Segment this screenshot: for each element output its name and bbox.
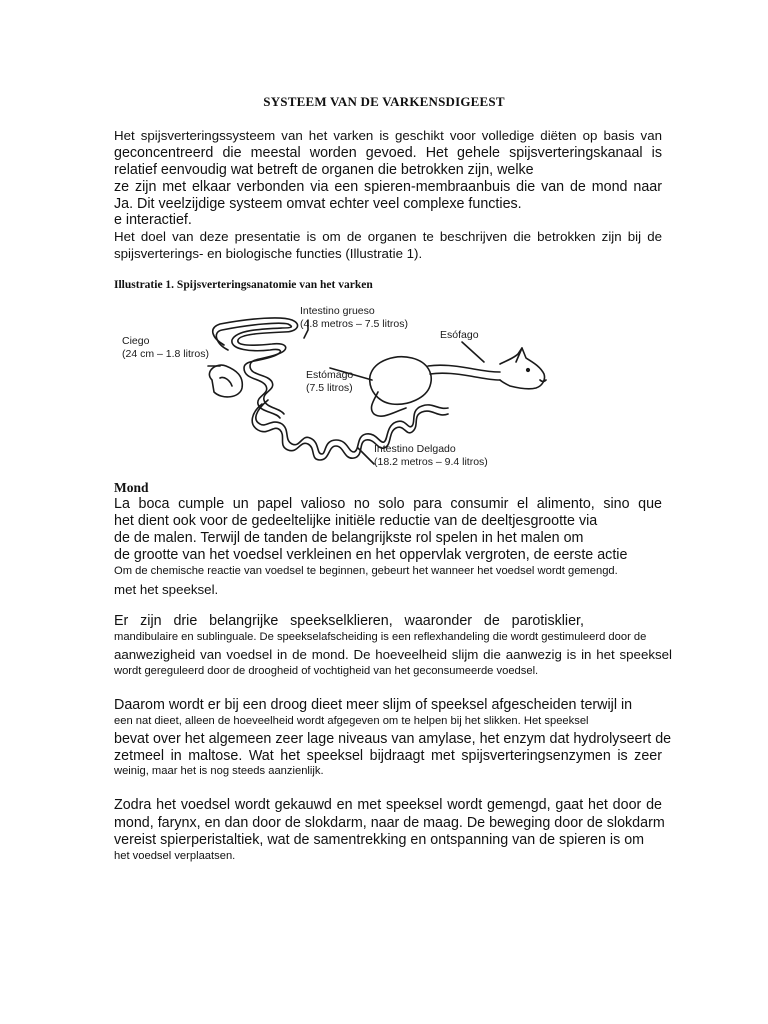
intro-line: spijsverterings- en biologische functies (Illustratie 1). xyxy=(114,246,423,261)
label-intestino-grueso-size: (4.8 metros – 7.5 litros) xyxy=(300,318,408,330)
body-line: La boca cumple un papel valioso no solo para consumir el alimento, sino que xyxy=(114,496,662,512)
body-line: het dient ook voor de gedeeltelijke initiële reductie van de deeltjesgrootte via xyxy=(114,513,598,529)
pig-head-drawing xyxy=(500,348,545,389)
body-line: bevat over het algemeen zeer lage niveaus van amylase, het enzym dat hydrolyseert de xyxy=(114,731,672,747)
intro-line: geconcentreerd die meestal worden gevoed. Het gehele spijsverteringskanaal is xyxy=(114,145,662,161)
section-heading-mond: Mond xyxy=(114,480,149,495)
intro-line: Het spijsverteringssysteem van het varken is geschikt voor volledige diëten op basis van xyxy=(114,128,662,143)
figure-caption: Illustratie 1. Spijsverteringsanatomie van het varken xyxy=(114,279,373,291)
intro-line: relatief eenvoudig wat betreft de organen die betrokken zijn, welke xyxy=(114,162,534,178)
intro-line: Het doel van deze presentatie is om de organen te beschrijven die betrokken zijn bij de xyxy=(114,229,662,244)
body-line: een nat dieet, alleen de hoeveelheid wordt afgegeven om te helpen bij het slikken. Het speeksel xyxy=(114,715,589,727)
cecum-drawing xyxy=(209,365,242,397)
body-line: Zodra het voedsel wordt gekauwd en met speeksel wordt gemengd, gaat het door de xyxy=(114,797,662,813)
body-line: vereist spierperistaltiek, wat de samentrekking en ontspanning van de spieren is om xyxy=(114,832,645,848)
label-ciego-size: (24 cm – 1.8 litros) xyxy=(122,348,209,360)
body-line: de de malen. Terwijl de tanden de belangrijkste rol spelen in het malen om xyxy=(114,530,584,546)
body-line: mandibulaire en sublinguale. De speekselafscheiding is een reflexhandeling die wordt gestimuleerd door de xyxy=(114,631,647,643)
label-estomago-size: (7.5 litros) xyxy=(306,382,353,394)
document-title: SYSTEEM VAN DE VARKENSDIGEEST xyxy=(263,94,505,109)
label-estomago: Estómago xyxy=(306,369,354,381)
body-line: Om de chemische reactie van voedsel te beginnen, gebeurt het wanneer het voedsel wordt gemengd. xyxy=(114,565,618,577)
body-line: Daarom wordt er bij een droog dieet meer slijm of speeksel afgescheiden terwijl in xyxy=(114,697,633,713)
body-line: zetmeel in maltose. Wat het speeksel bijdraagt met spijsverteringsenzymen is zeer xyxy=(114,748,662,764)
digestive-anatomy-figure xyxy=(112,300,552,475)
label-intestino-delgado-size: (18.2 metros – 9.4 litros) xyxy=(374,456,488,468)
body-line: mond, farynx, en dan door de slokdarm, naar de maag. De beweging door de slokdarm xyxy=(114,815,665,831)
body-line: de grootte van het voedsel verkleinen en het oppervlak vergroten, de eerste actie xyxy=(114,547,628,563)
esophagus-drawing xyxy=(428,365,500,372)
body-line: met het speeksel. xyxy=(114,582,219,597)
body-line: wordt gereguleerd door de droogheid of vochtigheid van het geconsumeerde voedsel. xyxy=(114,665,539,677)
label-intestino-delgado: Intestino Delgado xyxy=(374,443,456,455)
body-line: weinig, maar het is nog steeds aanzienlijk. xyxy=(114,765,324,777)
body-line: Er zijn drie belangrijke speekselklieren, waaronder de parotisklier, xyxy=(114,613,584,629)
intro-line: ze zijn met elkaar verbonden via een spieren-membraanbuis die van de mond naar xyxy=(114,179,662,195)
label-intestino-grueso: Intestino grueso xyxy=(300,305,375,317)
label-ciego: Ciego xyxy=(122,335,150,347)
label-esofago: Esófago xyxy=(440,329,479,341)
body-line: aanwezigheid van voedsel in de mond. De hoeveelheid slijm die aanwezig is in het speeksel xyxy=(114,647,672,662)
intro-line: Ja. Dit veelzijdige systeem omvat echter veel complexe functies. xyxy=(114,196,522,212)
stomach-drawing xyxy=(370,357,431,405)
body-line: het voedsel verplaatsen. xyxy=(114,850,236,862)
intro-line: e interactief. xyxy=(114,212,192,228)
